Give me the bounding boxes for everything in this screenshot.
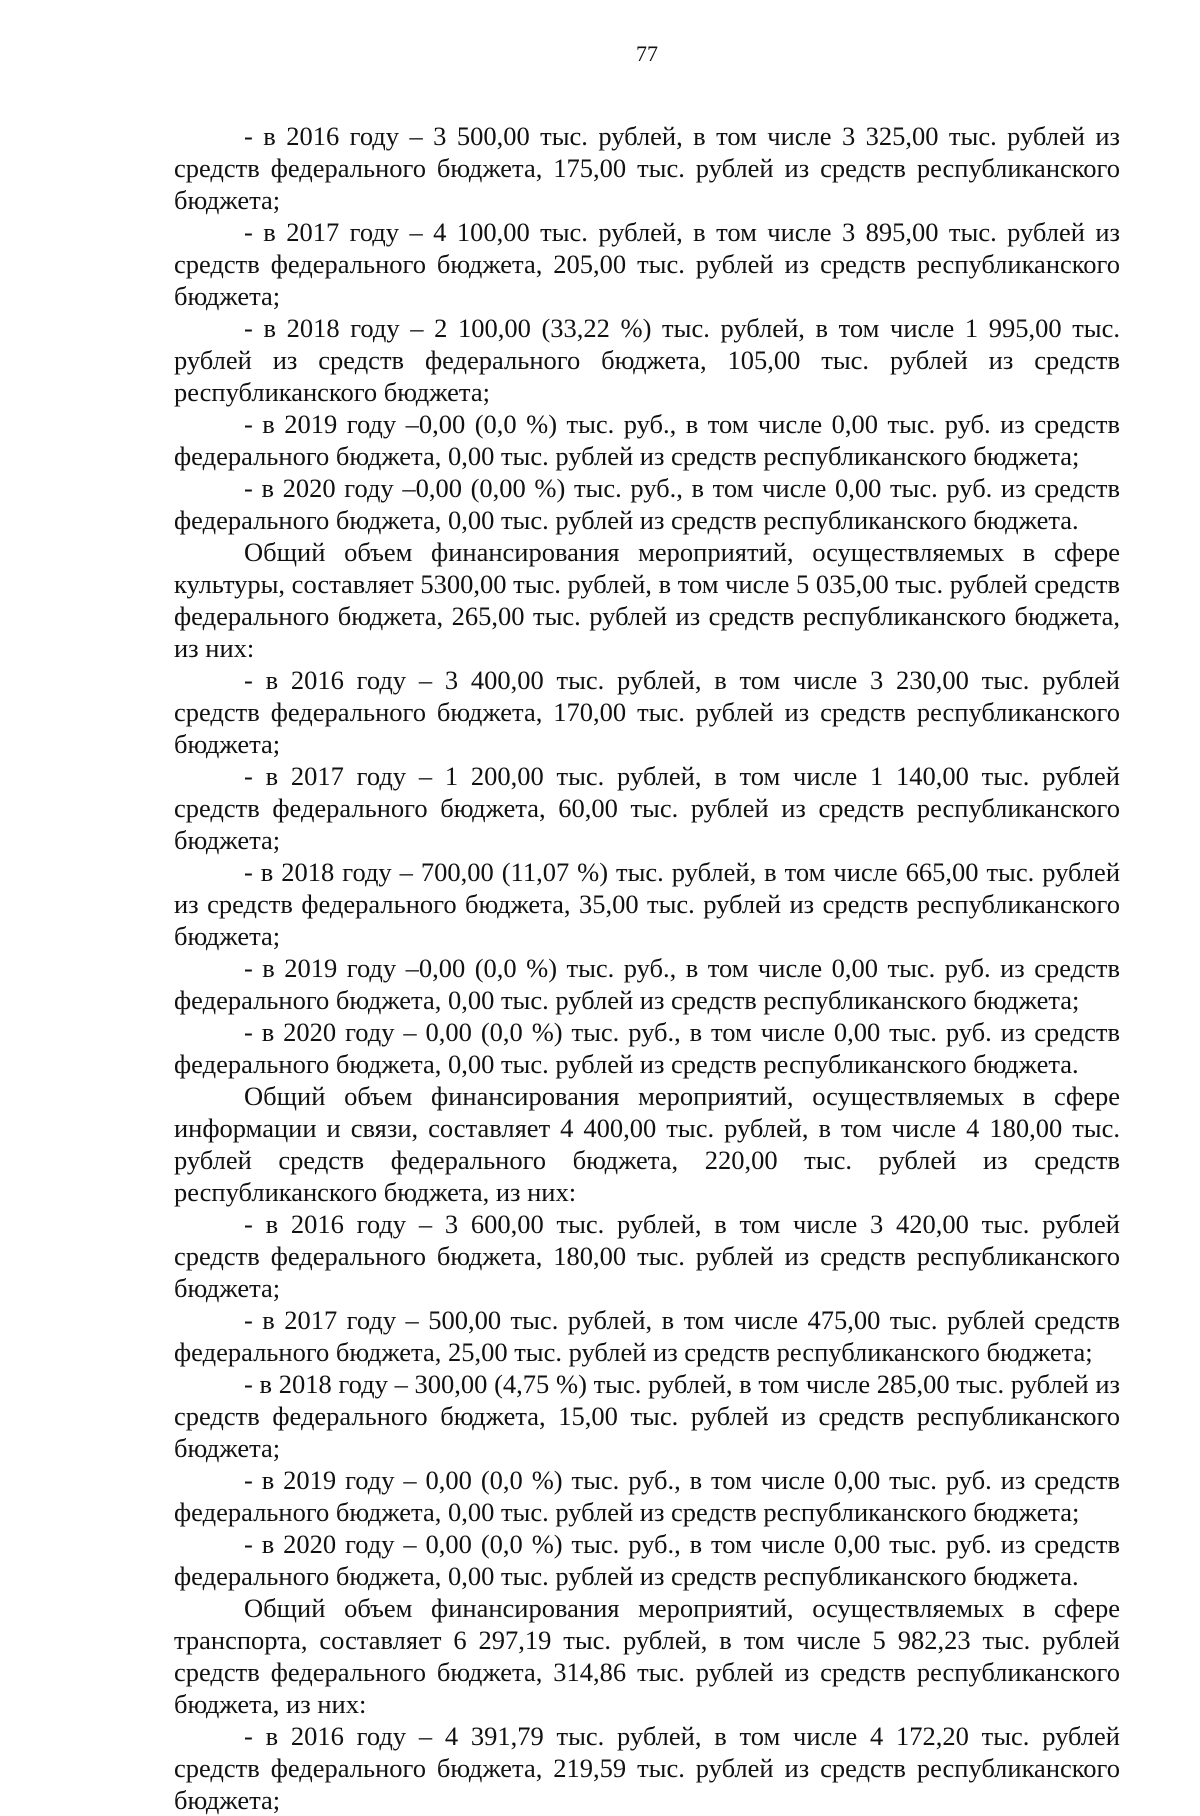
page-number: 77 (636, 41, 658, 66)
paragraph: - в 2017 году – 500,00 тыс. рублей, в том числе 475,00 тыс. рублей средств федерального бюджета, 25,00 тыс. рублей из средств республиканского бюджета; (174, 1305, 1120, 1367)
paragraph: Общий объем финансирования мероприятий, осуществляемых в сфере информации и связи, составляет 4 400,00 тыс. рублей, в том числе 4 180,00 тыс. рублей средств федерального бюджета, 220,00 тыс. рублей из средств республиканского бюджета, из них: (174, 1081, 1120, 1207)
paragraph: - в 2018 году – 300,00 (4,75 %) тыс. рублей, в том числе 285,00 тыс. рублей из средств федерального бюджета, 15,00 тыс. рублей из средств республиканского бюджета; (174, 1369, 1120, 1463)
paragraph: - в 2018 году – 2 100,00 (33,22 %) тыс. рублей, в том числе 1 995,00 тыс. рублей из средств федерального бюджета, 105,00 тыс. рублей из средств республиканского бюджета; (174, 313, 1120, 407)
paragraph: Общий объем финансирования мероприятий, осуществляемых в сфере транспорта, составляет 6 297,19 тыс. рублей, в том числе 5 982,23 тыс. рублей средств федерального бюджета, 314,86 тыс. рублей из средств республиканского бюджета, из них: (174, 1593, 1120, 1719)
paragraph: - в 2019 году – 0,00 (0,0 %) тыс. руб., в том числе 0,00 тыс. руб. из средств федерального бюджета, 0,00 тыс. рублей из средств республиканского бюджета; (174, 1465, 1120, 1527)
paragraph: - в 2020 году – 0,00 (0,0 %) тыс. руб., в том числе 0,00 тыс. руб. из средств федерального бюджета, 0,00 тыс. рублей из средств республиканского бюджета. (174, 1017, 1120, 1079)
paragraph: - в 2018 году – 700,00 (11,07 %) тыс. рублей, в том числе 665,00 тыс. рублей из средств федерального бюджета, 35,00 тыс. рублей из средств республиканского бюджета; (174, 857, 1120, 951)
paragraph: - в 2020 году –0,00 (0,00 %) тыс. руб., в том числе 0,00 тыс. руб. из средств федерального бюджета, 0,00 тыс. рублей из средств республиканского бюджета. (174, 473, 1120, 535)
paragraph: - в 2019 году –0,00 (0,0 %) тыс. руб., в том числе 0,00 тыс. руб. из средств федерального бюджета, 0,00 тыс. рублей из средств республиканского бюджета; (174, 409, 1120, 471)
paragraph: - в 2016 году – 3 600,00 тыс. рублей, в том числе 3 420,00 тыс. рублей средств федерального бюджета, 180,00 тыс. рублей из средств республиканского бюджета; (174, 1209, 1120, 1303)
paragraph: - в 2016 году – 4 391,79 тыс. рублей, в том числе 4 172,20 тыс. рублей средств федерального бюджета, 219,59 тыс. рублей из средств республиканского бюджета; (174, 1721, 1120, 1815)
paragraph: Общий объем финансирования мероприятий, осуществляемых в сфере культуры, составляет 5300,00 тыс. рублей, в том числе 5 035,00 тыс. рублей средств федерального бюджета, 265,00 тыс. рублей из средств республиканского бюджета, из них: (174, 537, 1120, 663)
paragraph: - в 2019 году –0,00 (0,0 %) тыс. руб., в том числе 0,00 тыс. руб. из средств федерального бюджета, 0,00 тыс. рублей из средств республиканского бюджета; (174, 953, 1120, 1015)
document-body (174, 120, 1120, 1816)
paragraph: - в 2020 году – 0,00 (0,0 %) тыс. руб., в том числе 0,00 тыс. руб. из средств федерального бюджета, 0,00 тыс. рублей из средств республиканского бюджета. (174, 1529, 1120, 1591)
paragraph: - в 2016 году – 3 400,00 тыс. рублей, в том числе 3 230,00 тыс. рублей средств федерального бюджета, 170,00 тыс. рублей из средств республиканского бюджета; (174, 665, 1120, 759)
paragraph: - в 2016 году – 3 500,00 тыс. рублей, в том числе 3 325,00 тыс. рублей из средств федерального бюджета, 175,00 тыс. рублей из средств республиканского бюджета; (174, 121, 1120, 215)
paragraph: - в 2017 году – 4 100,00 тыс. рублей, в том числе 3 895,00 тыс. рублей из средств федерального бюджета, 205,00 тыс. рублей из средств республиканского бюджета; (174, 217, 1120, 311)
paragraph: - в 2017 году – 1 200,00 тыс. рублей, в том числе 1 140,00 тыс. рублей средств федерального бюджета, 60,00 тыс. рублей из средств республиканского бюджета; (174, 761, 1120, 855)
